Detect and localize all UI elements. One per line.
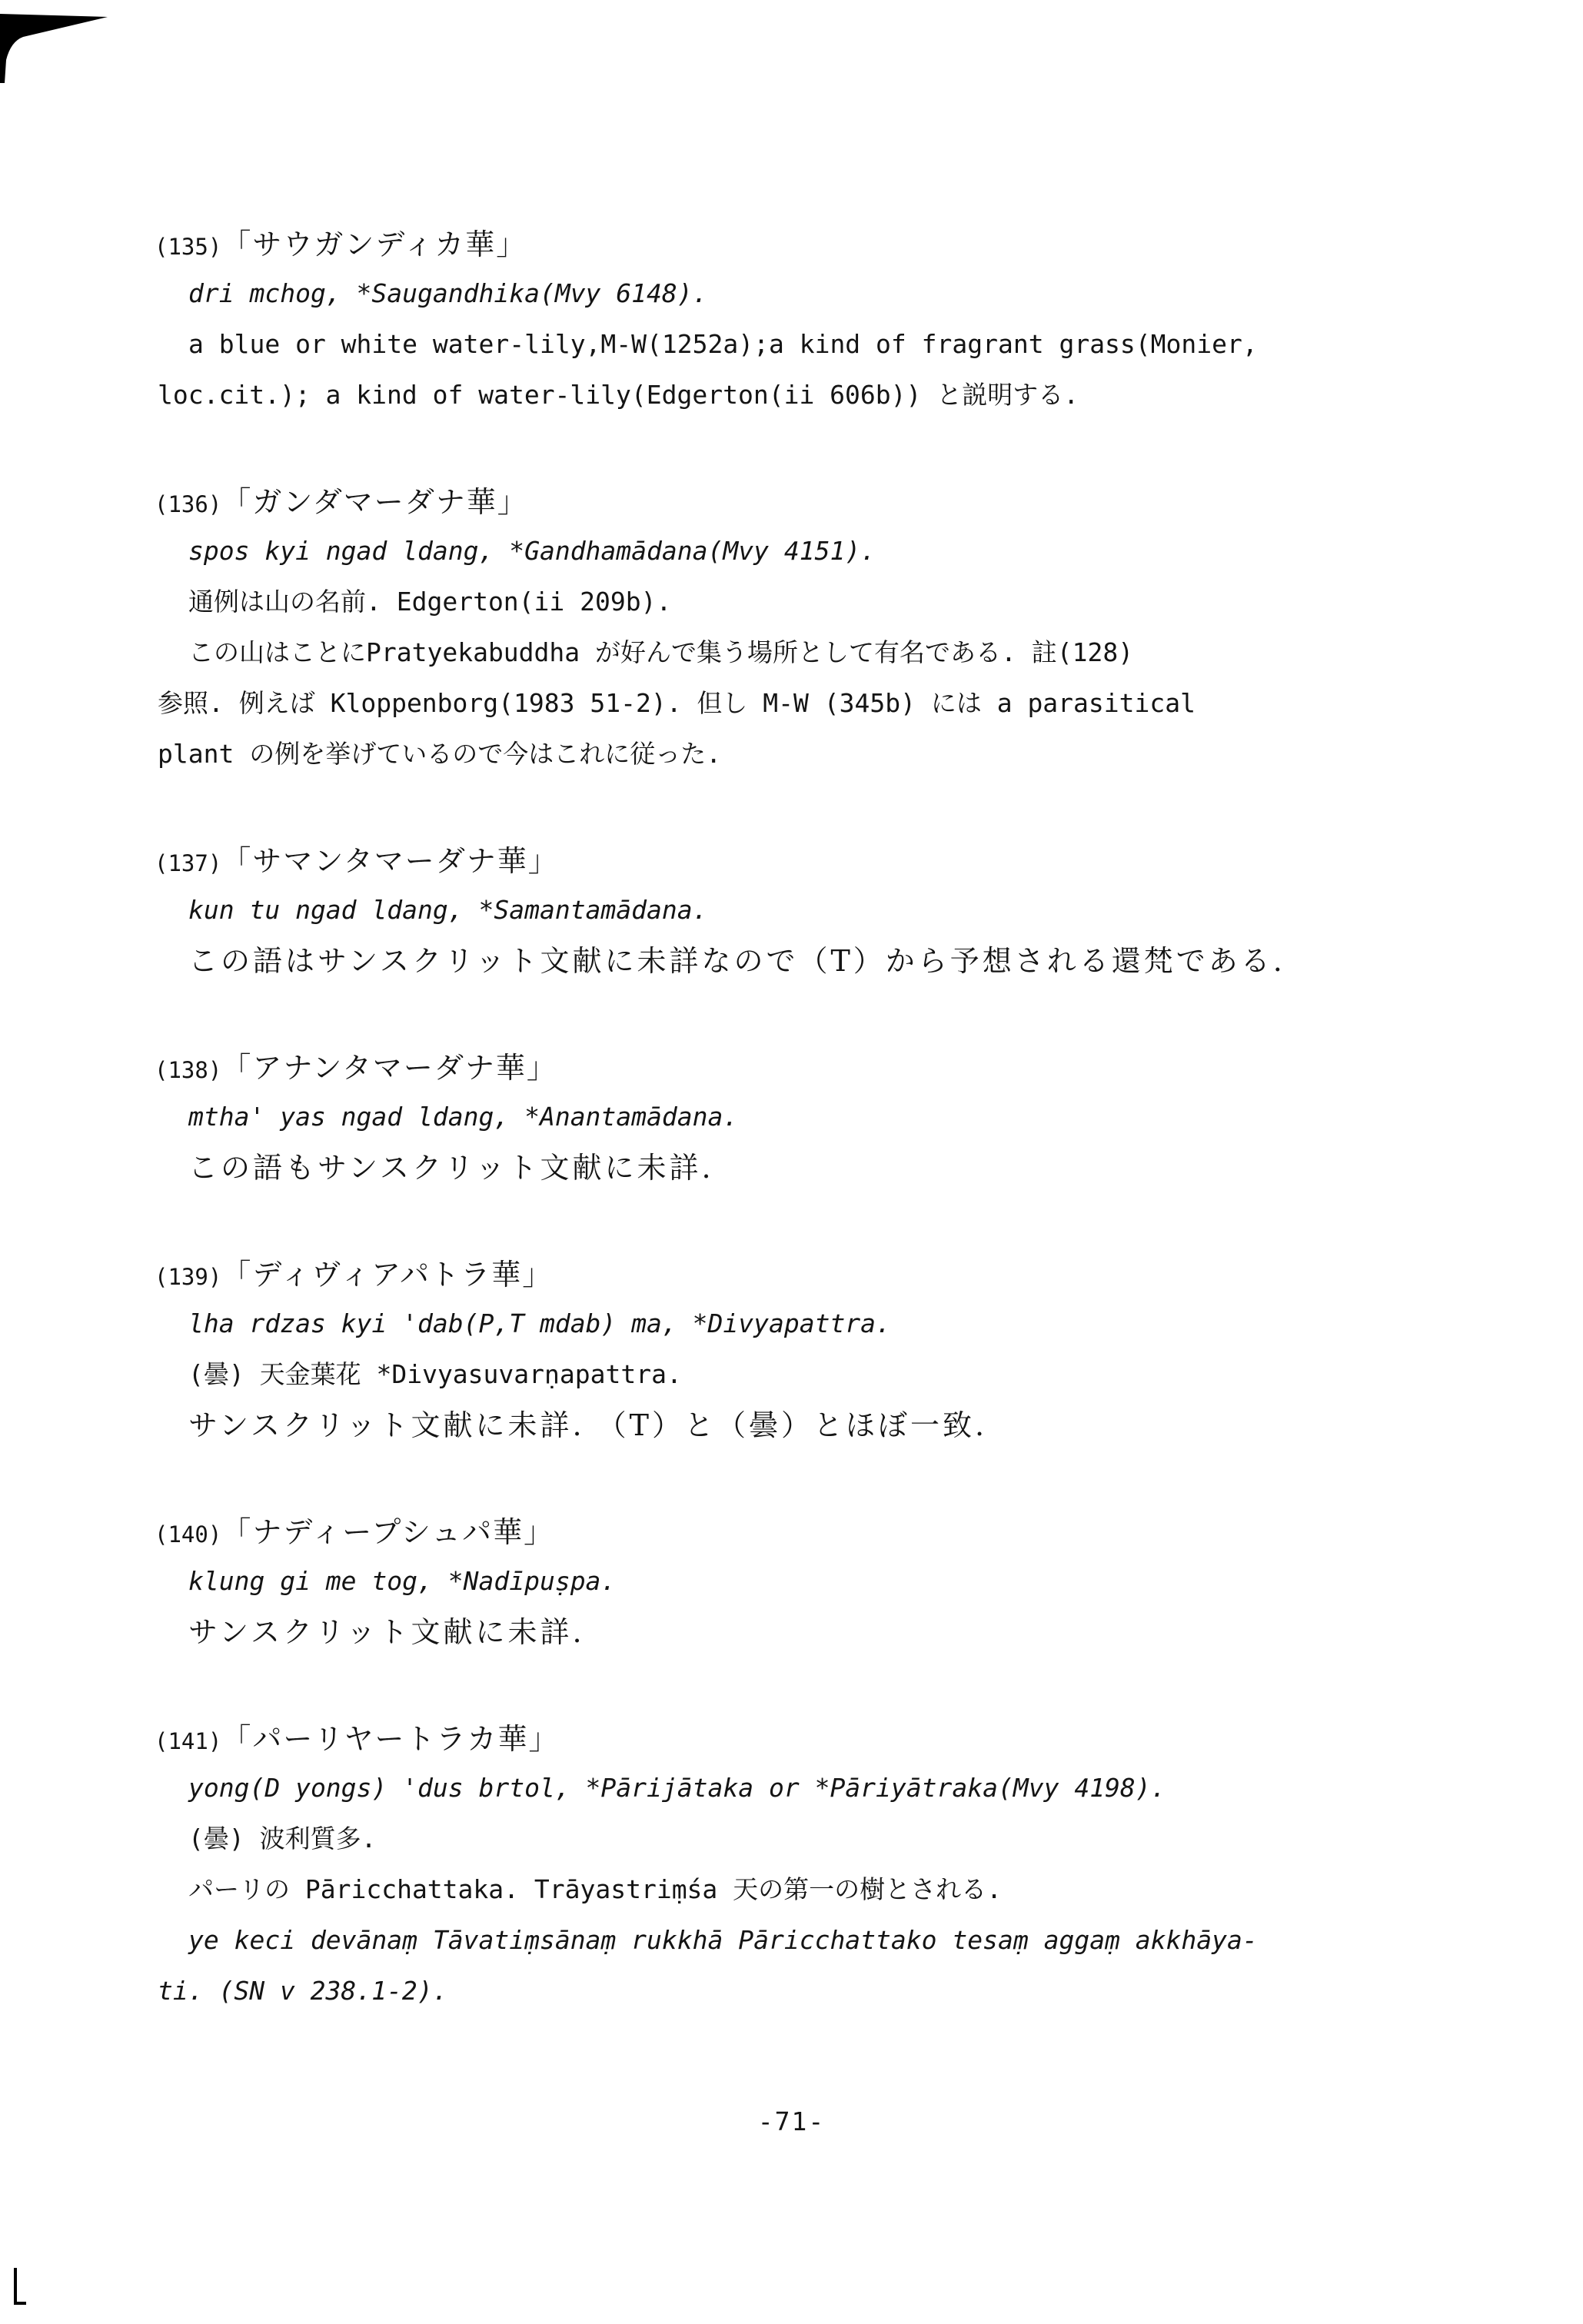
note-entry (155, 1253, 1357, 1451)
document-body (155, 223, 1357, 2076)
note-line: この語はサンスクリット文献に未詳なので（T）から予想される還梵である. (188, 944, 1285, 978)
page-number: -71- (757, 2106, 826, 2136)
note-line: ti. (SN v 238.1-2). (158, 1976, 448, 2006)
note-line: loc.cit.); a kind of water-lily(Edgerton(ii 606b)) と説明する. (158, 380, 1079, 410)
note-line: この山はことにPratyekabuddha が好んで集う場所として有名である. 註(128) (188, 637, 1134, 667)
note-heading (155, 1511, 1357, 1556)
note-entry (155, 480, 1357, 780)
note-heading (155, 480, 1357, 526)
note-entry (155, 223, 1357, 421)
note-title: 「ガンダマーダナ華」 (221, 485, 528, 519)
note-number: (135) (155, 234, 222, 260)
note-number: (140) (155, 1521, 222, 1548)
note-line: 参照. 例えば Kloppenborg(1983 51-2). 但し M-W (345b) には a parasitical (158, 688, 1196, 718)
note-title: 「ナディープシュパ華」 (221, 1515, 555, 1549)
note-line: サンスクリット文献に未詳. (188, 1615, 585, 1649)
note-line: この語もサンスクリット文献に未詳. (188, 1151, 714, 1185)
note-heading (155, 1253, 1357, 1298)
note-entry (155, 1046, 1357, 1193)
note-line: 通例は山の名前. Edgerton(ii 209b). (188, 587, 672, 617)
note-number: (137) (155, 850, 222, 876)
note-line: サンスクリット文献に未詳. （T）と（曇）とほぼ一致. (188, 1408, 988, 1442)
scan-corner-mark (0, 14, 108, 83)
note-title: 「サマンタマーダナ華」 (221, 844, 559, 878)
note-line: spos kyi ngad ldang, *Gandhamādana(Mvy 4151). (188, 536, 876, 566)
note-line: パーリの Pāricchattaka. Trāyastriṃśa 天の第一の樹とされる. (188, 1874, 1003, 1904)
note-line: klung gi me tog, *Nadīpuṣpa. (188, 1566, 617, 1596)
note-number: (138) (155, 1057, 222, 1083)
note-line: kun tu ngad ldang, *Samantamādana. (188, 895, 708, 925)
note-line: dri mchog, *Saugandhika(Mvy 6148). (188, 278, 708, 308)
note-entry (155, 839, 1357, 986)
note-number: (136) (155, 491, 222, 517)
note-title: 「パーリヤートラカ華」 (221, 1722, 560, 1756)
note-entry (155, 1511, 1357, 1657)
note-heading (155, 223, 1357, 268)
note-number: (141) (155, 1728, 222, 1754)
note-line: a blue or white water-lily,M-W(1252a);a kind of fragrant grass(Monier, (188, 329, 1258, 359)
note-line: (曇) 波利質多. (188, 1824, 377, 1854)
note-line: ye keci devānaṃ Tāvatiṃsānaṃ rukkhā Pāricchattako tesaṃ aggaṃ akkhāya- (188, 1925, 1258, 1955)
note-title: 「ディヴィアパトラ華」 (221, 1258, 554, 1292)
note-line: (曇) 天金葉花 *Divyasuvarṇapattra. (188, 1359, 682, 1389)
note-title: 「サウガンディカ華」 (221, 228, 527, 261)
note-heading (155, 1717, 1357, 1763)
note-line: yong(D yongs) 'dus brtol, *Pārijātaka or *Pāriyātraka(Mvy 4198). (188, 1773, 1166, 1803)
note-line: lha rdzas kyi 'dab(P,T mdab) ma, *Divyapattra. (188, 1308, 891, 1338)
note-number: (139) (155, 1264, 222, 1290)
note-heading (155, 839, 1357, 885)
note-title: 「アナンタマーダナ華」 (221, 1051, 557, 1085)
note-line: mtha' yas ngad ldang, *Anantamādana. (188, 1102, 739, 1132)
note-entry (155, 1717, 1357, 2016)
note-line: plant の例を挙げているので今はこれに従った. (158, 739, 722, 769)
scan-bottom-mark (12, 2268, 28, 2306)
note-heading (155, 1046, 1357, 1092)
